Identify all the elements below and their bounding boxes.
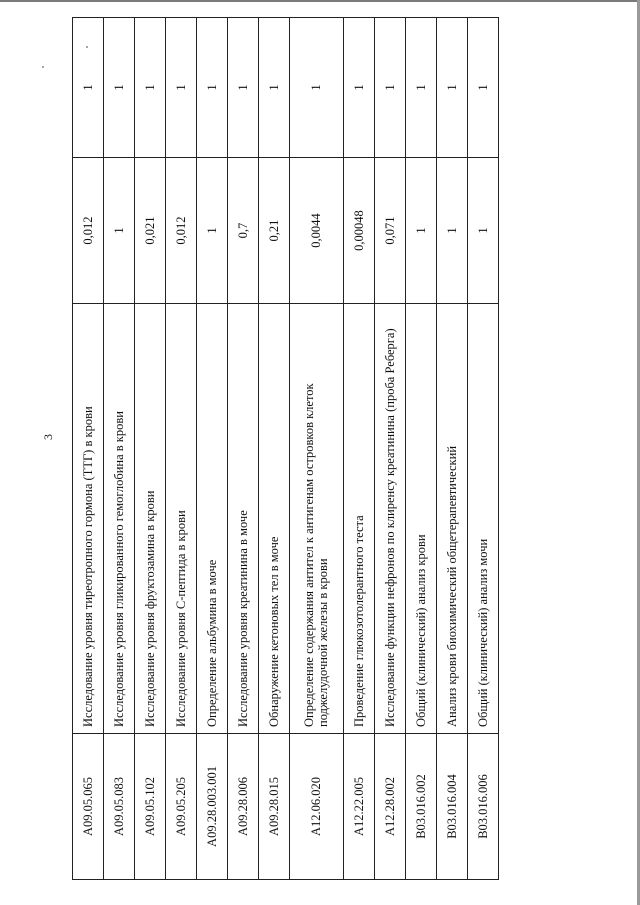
page-number: 3 xyxy=(41,434,55,440)
services-table-container xyxy=(72,68,499,880)
service-code-cell: B03.016.004 xyxy=(436,734,467,880)
service-code-cell: B03.016.006 xyxy=(467,734,498,880)
table-row xyxy=(104,18,135,880)
service-code-cell: A09.05.083 xyxy=(104,734,135,880)
service-code-cell: A12.28.002 xyxy=(374,734,405,880)
frequency-cell: 0,0044 xyxy=(290,158,344,304)
service-code-cell: A09.05.065 xyxy=(73,734,104,880)
service-code-cell: B03.016.002 xyxy=(405,734,436,880)
table-row xyxy=(135,18,166,880)
multiplicity-cell: 1 xyxy=(166,18,197,158)
service-code-cell: A09.28.006 xyxy=(228,734,259,880)
multiplicity-cell: 1 xyxy=(228,18,259,158)
frequency-cell: 1 xyxy=(405,158,436,304)
service-name-cell: Общий (клинический) анализ мочи xyxy=(467,304,498,734)
table-row xyxy=(405,18,436,880)
frequency-cell: 0,00048 xyxy=(343,158,374,304)
service-code-cell: A09.28.015 xyxy=(259,734,290,880)
service-name-cell: Исследование уровня гликированного гемоглобина в крови xyxy=(104,304,135,734)
service-name-cell: Исследование уровня фруктозамина в крови xyxy=(135,304,166,734)
service-code-cell: A09.05.102 xyxy=(135,734,166,880)
table-row xyxy=(228,18,259,880)
multiplicity-cell: 1 xyxy=(259,18,290,158)
scan-edge-top xyxy=(0,0,640,2)
multiplicity-cell: 1 xyxy=(343,18,374,158)
multiplicity-cell: 1 xyxy=(405,18,436,158)
frequency-cell: 0,071 xyxy=(374,158,405,304)
service-code-cell: A12.22.005 xyxy=(343,734,374,880)
table-row xyxy=(259,18,290,880)
table-row xyxy=(436,18,467,880)
frequency-cell: 1 xyxy=(436,158,467,304)
service-name-cell: Исследование уровня С-пептида в крови xyxy=(166,304,197,734)
frequency-cell: 0,021 xyxy=(135,158,166,304)
multiplicity-cell: 1 xyxy=(104,18,135,158)
frequency-cell: 0,012 xyxy=(73,158,104,304)
service-name-cell: Определение альбумина в моче xyxy=(197,304,228,734)
multiplicity-cell: 1 xyxy=(290,18,344,158)
table-row xyxy=(343,18,374,880)
service-code-cell: A09.05.205 xyxy=(166,734,197,880)
frequency-cell: 0,012 xyxy=(166,158,197,304)
table-row xyxy=(166,18,197,880)
service-code-cell: A09.28.003.001 xyxy=(197,734,228,880)
multiplicity-cell: 1 xyxy=(467,18,498,158)
multiplicity-cell: 1 xyxy=(374,18,405,158)
table-row xyxy=(290,18,344,880)
service-name-cell: Исследование уровня креатинина в моче xyxy=(228,304,259,734)
service-name-cell: Проведение глюкозотолерантного теста xyxy=(343,304,374,734)
services-table xyxy=(72,17,499,880)
services-table-body xyxy=(73,18,499,880)
scan-speck xyxy=(42,66,44,68)
service-name-cell: Определение содержания антител к антигенам островков клеток поджелудочной железы в крови xyxy=(290,304,344,734)
multiplicity-cell: 1 xyxy=(436,18,467,158)
service-name-cell: Анализ крови биохимический общетерапевтический xyxy=(436,304,467,734)
service-name-cell: Исследование уровня тиреотропного гормона (ТТГ) в крови xyxy=(73,304,104,734)
table-row xyxy=(374,18,405,880)
table-row xyxy=(467,18,498,880)
service-name-cell: Исследование функции нефронов по клиренсу креатинина (проба Реберга) xyxy=(374,304,405,734)
service-code-cell: A12.06.020 xyxy=(290,734,344,880)
table-row xyxy=(73,18,104,880)
frequency-cell: 0,21 xyxy=(259,158,290,304)
frequency-cell: 1 xyxy=(467,158,498,304)
multiplicity-cell: 1 xyxy=(135,18,166,158)
table-row xyxy=(197,18,228,880)
service-name-cell: Общий (клинический) анализ крови xyxy=(405,304,436,734)
frequency-cell: 0,7 xyxy=(228,158,259,304)
multiplicity-cell: 1 xyxy=(73,18,104,158)
frequency-cell: 1 xyxy=(104,158,135,304)
frequency-cell: 1 xyxy=(197,158,228,304)
service-name-cell: Обнаружение кетоновых тел в моче xyxy=(259,304,290,734)
multiplicity-cell: 1 xyxy=(197,18,228,158)
